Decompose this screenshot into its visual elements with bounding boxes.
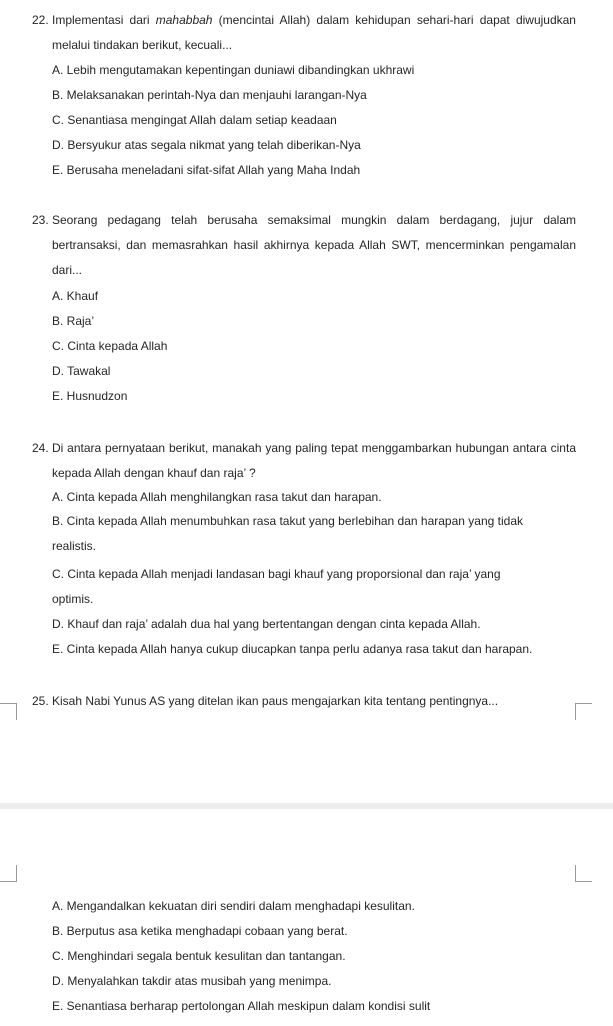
option-e[interactable]: E. Husnudzon [52, 389, 128, 403]
option-a[interactable]: A. Mengandalkan kekuatan diri sendiri dalam menghadapi kesulitan. [52, 899, 415, 913]
option-b[interactable]: B. Melaksanakan perintah-Nya dan menjauhi larangan-Nya [52, 88, 367, 102]
option-d[interactable]: D. Menyalahkan takdir atas musibah yang menimpa. [52, 974, 332, 988]
question-number: 25. [32, 694, 49, 708]
question-text: Seorang pedagang telah berusaha semaksimal mungkin dalam berdagang, jujur dalam bertransaksi, dan memasrahkan hasil akhirnya kepada Allah SWT, mencerminkan pengamalan dari... [52, 213, 576, 277]
option-e[interactable]: E. Senantiasa berharap pertolongan Allah meskipun dalam kondisi sulit [52, 999, 431, 1013]
option-a[interactable]: A. Cinta kepada Allah menghilangkan rasa takut dan harapan. [52, 490, 382, 504]
option-d[interactable]: D. Bersyukur atas segala nikmat yang telah diberikan-Nya [52, 138, 361, 152]
question-number: 23. [32, 213, 49, 227]
option-a[interactable]: A. Lebih mengutamakan kepentingan duniawi dibandingkan ukhrawi [52, 63, 415, 77]
crop-mark-top-right [575, 703, 592, 720]
option-d[interactable]: D. Khauf dan raja’ adalah dua hal yang bertentangan dengan cinta kepada Allah. [52, 617, 481, 631]
crop-mark-top-left [0, 703, 17, 720]
option-b[interactable]: B. Raja’ [52, 314, 95, 328]
option-c[interactable]: C. Cinta kepada Allah [52, 339, 168, 353]
question-text: Di antara pernyataan berikut, manakah yang paling tepat menggambarkan hubungan antara cinta kepada Allah dengan khauf dan raja’ ? [52, 441, 576, 480]
option-c[interactable]: C. Menghindari segala bentuk kesulitan dan tantangan. [52, 949, 346, 963]
crop-mark-bottom-left [0, 865, 17, 882]
page-break-divider [0, 803, 613, 809]
option-a[interactable]: A. Khauf [52, 289, 99, 303]
option-d[interactable]: D. Tawakal [52, 364, 111, 378]
option-b[interactable]: B. Cinta kepada Allah menumbuhkan rasa takut yang berlebihan dan harapan yang tidak realistis. [52, 514, 523, 553]
crop-mark-bottom-right [575, 865, 592, 882]
option-e[interactable]: E. Berusaha meneladani sifat-sifat Allah yang Maha Indah [52, 163, 361, 177]
option-e[interactable]: E. Cinta kepada Allah hanya cukup diucapkan tanpa perlu adanya rasa takut dan harapan. [52, 642, 533, 656]
question-text: Kisah Nabi Yunus AS yang ditelan ikan paus mengajarkan kita tentang pentingnya... [52, 694, 499, 708]
option-c[interactable]: C. Cinta kepada Allah menjadi landasan bagi khauf yang proporsional dan raja’ yang optimis. [52, 567, 501, 606]
question-text: Implementasi dari mahabbah (mencintai Allah) dalam kehidupan sehari-hari dapat diwujudkan melalui tindakan berikut, kecuali... [52, 13, 576, 52]
option-c[interactable]: C. Senantiasa mengingat Allah dalam setiap keadaan [52, 113, 337, 127]
option-b[interactable]: B. Berputus asa ketika menghadapi cobaan yang berat. [52, 924, 348, 938]
question-number: 24. [32, 441, 49, 455]
question-number: 22. [32, 13, 49, 27]
